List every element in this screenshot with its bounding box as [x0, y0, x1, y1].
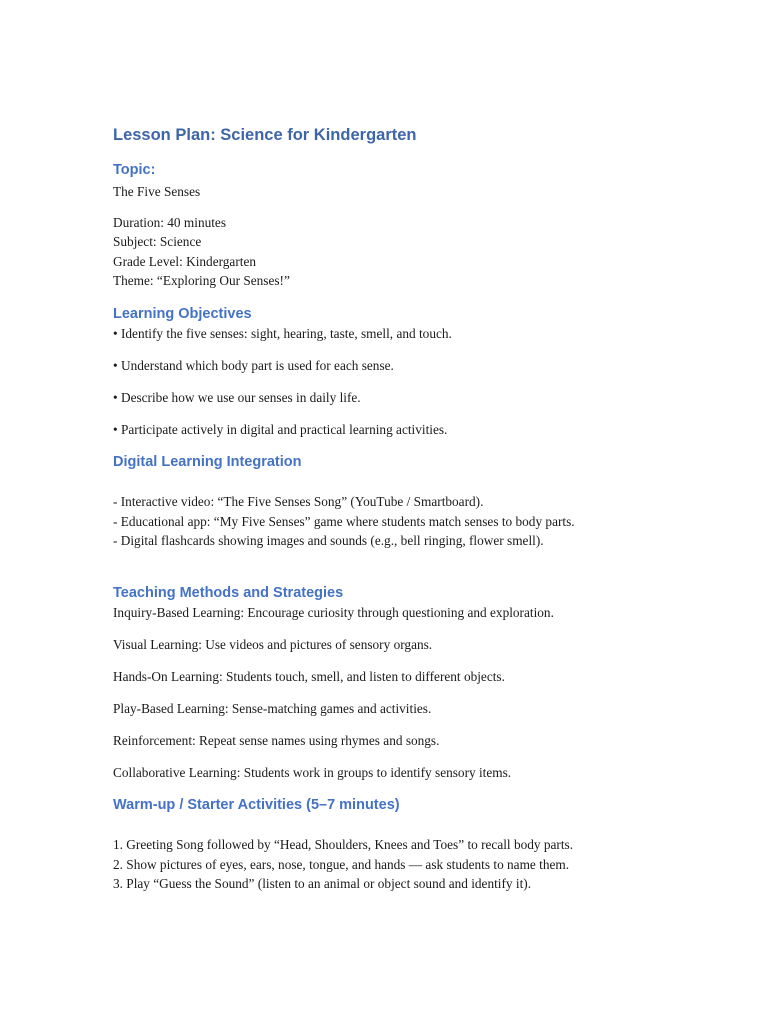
list-item: 2. Show pictures of eyes, ears, nose, tongue, and hands — ask students to name them.: [113, 856, 570, 872]
digital-list: [113, 492, 733, 551]
list-item: • Identify the five senses: sight, hearing, taste, smell, and touch.: [113, 325, 452, 341]
objectives-heading: Learning Objectives: [113, 305, 252, 322]
list-item: - Digital flashcards showing images and sounds (e.g., bell ringing, flower smell).: [113, 533, 544, 548]
list-item: Reinforcement: Repeat sense names using rhymes and songs.: [113, 732, 440, 748]
list-item: Inquiry-Based Learning: Encourage curiosity through questioning and exploration.: [113, 604, 554, 620]
topic-heading: Topic:: [113, 162, 156, 178]
list-item: • Understand which body part is used for each sense.: [113, 357, 394, 373]
list-item: - Interactive video: “The Five Senses Song” (YouTube / Smartboard).: [113, 494, 484, 509]
document-title: Lesson Plan: Science for Kindergarten: [113, 126, 417, 144]
meta-subject: Subject: Science: [113, 234, 202, 249]
meta-grade-level: Grade Level: Kindergarten: [113, 253, 256, 269]
list-item: - Educational app: “My Five Senses” game where students match senses to body parts.: [113, 513, 575, 529]
topic-value: The Five Senses: [113, 184, 201, 199]
document-body: [113, 124, 733, 894]
methods-heading: Teaching Methods and Strategies: [113, 584, 344, 601]
list-item: 3. Play “Guess the Sound” (listen to an animal or object sound and identify it).: [113, 876, 532, 891]
meta-theme: Theme: “Exploring Our Senses!”: [113, 273, 290, 288]
list-item: • Describe how we use our senses in daily life.: [113, 389, 361, 405]
list-item: Play-Based Learning: Sense-matching games and activities.: [113, 700, 432, 716]
warmup-heading: Warm-up / Starter Activities (5–7 minutes): [113, 797, 400, 813]
digital-heading: Digital Learning Integration: [113, 454, 302, 470]
warmup-list: [113, 835, 733, 894]
list-item: Hands-On Learning: Students touch, smell, and listen to different objects.: [113, 668, 505, 684]
list-item: • Participate actively in digital and practical learning activities.: [113, 421, 448, 437]
list-item: Visual Learning: Use videos and pictures of sensory organs.: [113, 636, 433, 652]
meta-duration: Duration: 40 minutes: [113, 214, 227, 230]
objectives-list: [113, 324, 733, 440]
list-item: 1. Greeting Song followed by “Head, Shoulders, Knees and Toes” to recall body parts.: [113, 837, 574, 852]
lesson-meta: [113, 213, 733, 291]
methods-list: [113, 603, 733, 783]
list-item: Collaborative Learning: Students work in groups to identify sensory items.: [113, 764, 512, 780]
